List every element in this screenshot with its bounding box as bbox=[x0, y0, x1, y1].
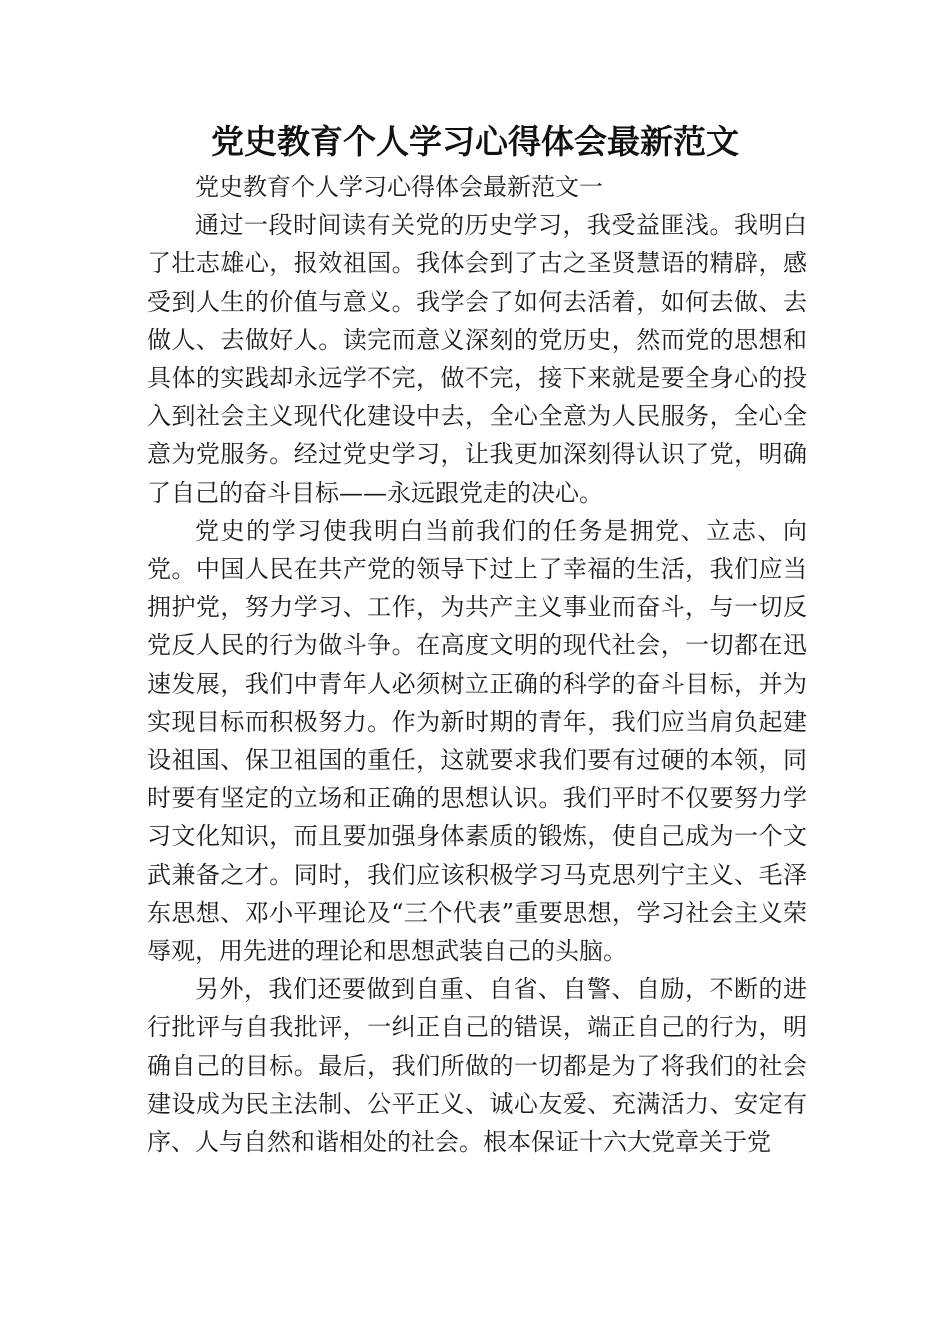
document-subtitle: 党史教育个人学习心得体会最新范文一 bbox=[195, 173, 603, 201]
paragraph-1: 通过一段时间读有关党的历史学习，我受益匪浅。我明白了壮志雄心，报效祖国。我体会到了古之圣贤慧语的精辟，感受到人生的价值与意义。我学会了如何去活着，如何去做、去做人、去做好人。读完而意义深刻的党历史，然而党的思想和具体的实践却永远学不完，做不完，接下来就是要全身心的投入到社会主义现代化建设中去，全心全意为人民服务，全心全意为党服务。经过党史学习，让我更加深刻得认识了党，明确了自己的奋斗目标——永远跟党走的决心。 bbox=[147, 211, 807, 507]
document-title: 党史教育个人学习心得体会最新范文 bbox=[211, 122, 739, 161]
document-body bbox=[147, 168, 807, 1161]
paragraph-3: 另外，我们还要做到自重、自省、自警、自励，不断的进行批评与自我批评，一纠正自己的错误，端正自己的行为，明确自己的目标。最后，我们所做的一切都是为了将我们的社会建设成为民主法制、公平正义、诚心友爱、充满活力、安定有序、人与自然和谐相处的社会。根本保证十六大党章关于党 bbox=[147, 975, 807, 1157]
paragraph-2: 党史的学习使我明白当前我们的任务是拥党、立志、向党。中国人民在共产党的领导下过上了幸福的生活，我们应当拥护党，努力学习、工作，为共产主义事业而奋斗，与一切反党反人民的行为做斗争。在高度文明的现代社会，一切都在迅速发展，我们中青年人必须树立正确的科学的奋斗目标，并为实现目标而积极努力。作为新时期的青年，我们应当肩负起建设祖国、保卫祖国的重任，这就要求我们要有过硬的本领，同时要有坚定的立场和正确的思想认识。我们平时不仅要努力学习文化知识，而且要加强身体素质的锻炼，使自己成为一个文武兼备之才。同时，我们应该积极学习马克思列宁主义、毛泽东思想、邓小平理论及“三个代表”重要思想，学习社会主义荣辱观，用先进的理论和思想武装自己的头脑。 bbox=[147, 516, 807, 966]
